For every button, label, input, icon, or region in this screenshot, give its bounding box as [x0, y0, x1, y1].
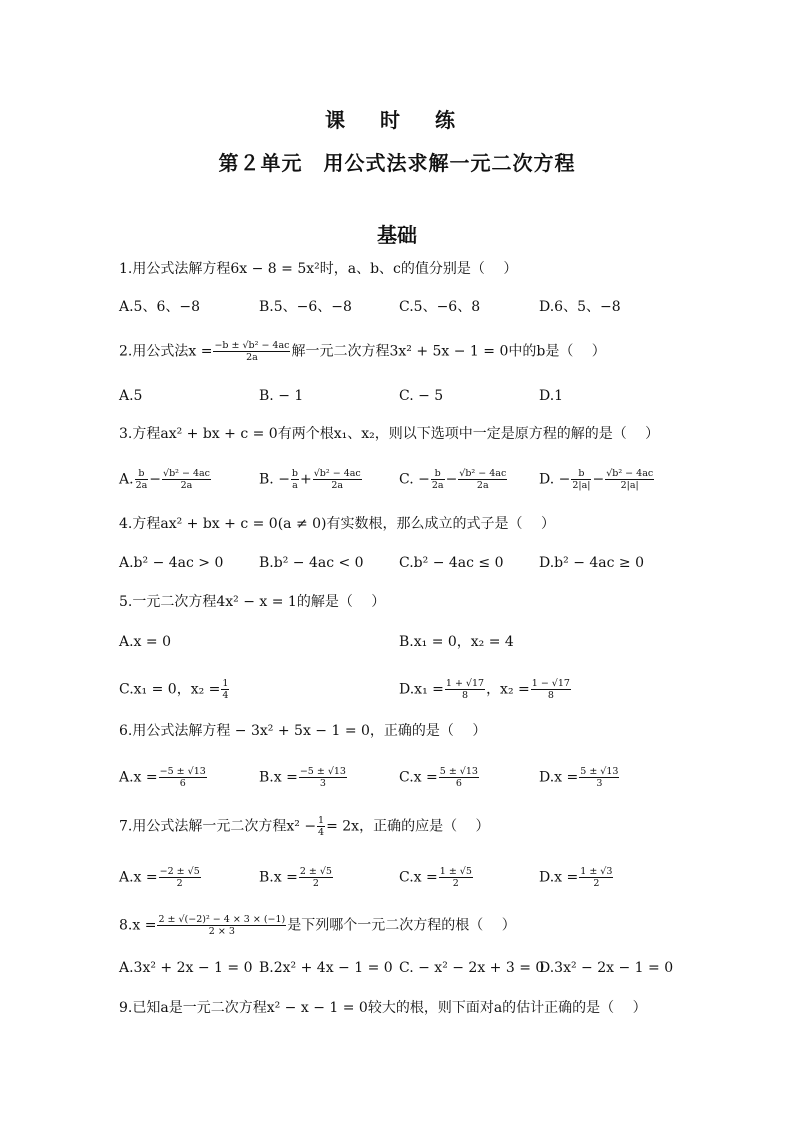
- formula-fraction: $\frac{\text{2 ± √(−2)² − 4 × 3 × (−1)}}{2 \times 3}$: [158, 914, 286, 937]
- option-a: A.x = $\frac{-2 \pm √5}{2}$: [119, 866, 200, 889]
- option-d: D.x = $\frac{1 \pm √3}{2}$: [539, 866, 613, 889]
- option-d: D. − $\frac{b}{2|a|}$ − $\frac{\text{√b² − 4ac}}{2|a|}$: [539, 468, 654, 491]
- question-3: 3.方程ax² + bx + c = 0有两个根x₁、x₂，则以下选项中一定是原方程的解的是（ ）: [119, 426, 660, 442]
- question-2: 2.用公式法x = $\frac{\text{−b ± √b² − 4ac}}{2a}$ 解一元二次方程3x² + 5x − 1 = 0中的b是（ ）: [119, 340, 606, 363]
- option-b: B.x₁ = 0，x₂ = 4: [399, 634, 514, 650]
- option-d: D.6、5、−8: [539, 299, 621, 315]
- formula-fraction: $\frac{\text{−b ± √b² − 4ac}}{2a}$: [214, 340, 290, 363]
- option-c: C.x = $\frac{1 \pm √5}{2}$: [399, 866, 472, 889]
- question-7: 7.用公式法解一元二次方程x² − $\frac{1}{4}$ = 2x，正确的应是（ ）: [119, 815, 490, 838]
- option-c: C. − 5: [399, 388, 444, 404]
- option-d: D.x = $\frac{5 \pm √13}{3}$: [539, 766, 619, 789]
- option-b: B.x = $\frac{2 \pm √5}{2}$: [259, 866, 332, 889]
- option-b: B.2x² + 4x − 1 = 0: [259, 960, 393, 976]
- option-a: A.b² − 4ac > 0: [119, 555, 224, 571]
- option-b: B. − 1: [259, 388, 304, 404]
- option-b: B. − $\frac{b}{a}$ + $\frac{\text{√b² − 4ac}}{2a}$: [259, 468, 361, 491]
- option-c: C.x = $\frac{5 \pm √13}{6}$: [399, 766, 478, 789]
- option-c: C.b² − 4ac ≤ 0: [399, 555, 504, 571]
- page-subtitle: 第２单元 用公式法求解一元二次方程: [218, 151, 576, 175]
- option-a: A.x = 0: [119, 634, 171, 650]
- option-c: C.5、−6、8: [399, 299, 481, 315]
- option-d: D.x₁ = $\frac{1 + √17}{8}$ ，x₂ = $\frac{1 - √17}{8}$: [399, 678, 570, 701]
- question-6: 6.用公式法解方程 − 3x² + 5x − 1 = 0，正确的是（ ）: [119, 723, 487, 739]
- page-title: 课 时 练: [325, 108, 469, 132]
- option-c: C.x₁ = 0，x₂ = $\frac{1}{4}$: [119, 678, 229, 701]
- option-a: A. $\frac{b}{2a}$ − $\frac{\text{√b² − 4ac}}{2a}$: [119, 468, 210, 491]
- option-c: C. − $\frac{b}{2a}$ − $\frac{\text{√b² − 4ac}}{2a}$: [399, 468, 507, 491]
- section-heading: 基础: [377, 223, 417, 247]
- option-c: C. − x² − 2x + 3 = 0: [399, 960, 545, 976]
- option-a: A.3x² + 2x − 1 = 0: [119, 960, 253, 976]
- option-b: B.5、−6、−8: [259, 299, 352, 315]
- option-d: D.3x² − 2x − 1 = 0: [539, 960, 674, 976]
- option-b: B.b² − 4ac < 0: [259, 555, 364, 571]
- option-a: A.x = $\frac{-5 \pm √13}{6}$: [119, 766, 206, 789]
- question-5: 5.一元二次方程4x² − x = 1的解是（ ）: [119, 594, 386, 610]
- question-8: 8.x = $\frac{\text{2 ± √(−2)² − 4 × 3 × (−1)}}{2 \times 3}$ 是下列哪个一元二次方程的根（ ）: [119, 914, 516, 937]
- question-4: 4.方程ax² + bx + c = 0(a ≠ 0)有实数根，那么成立的式子是（ ）: [119, 516, 555, 532]
- question-1: 1.用公式法解方程6x − 8 = 5x²时，a、b、c的值分别是（ ）: [119, 261, 518, 277]
- option-a: A.5: [119, 388, 143, 404]
- option-d: D.1: [539, 388, 564, 404]
- question-9: 9.已知a是一元二次方程x² − x − 1 = 0较大的根，则下面对a的估计正确的是（ ）: [119, 1000, 647, 1016]
- option-a: A.5、6、−8: [119, 299, 201, 315]
- option-d: D.b² − 4ac ≥ 0: [539, 555, 645, 571]
- option-b: B.x = $\frac{-5 \pm √13}{3}$: [259, 766, 346, 789]
- formula-fraction: $\frac{1}{4}$: [318, 815, 325, 838]
